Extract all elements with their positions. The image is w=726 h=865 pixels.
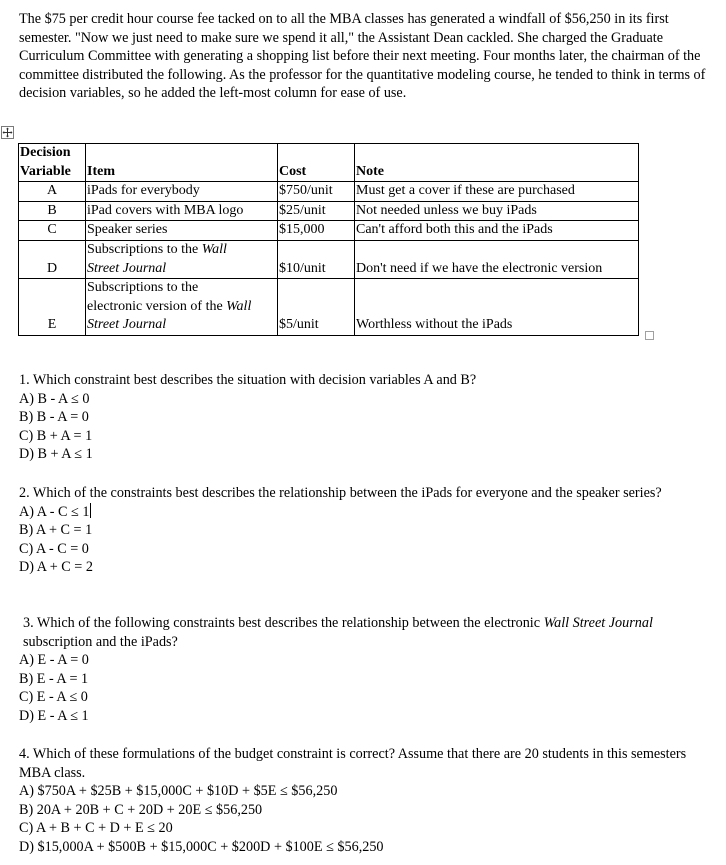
- stem-italic: Wall Street Journal: [543, 615, 653, 631]
- question-stem: 2. Which of the constraints best describes the relationship between the iPads for everyone and the speaker series?: [19, 485, 662, 501]
- cell-var: E: [19, 279, 86, 336]
- answer-option: B) 20A + 20B + C + 20D + 20E ≤ $56,250: [19, 801, 263, 818]
- answer-option: D) $15,000A + $500B + $15,000C + $200D + $100E ≤ $56,250: [19, 838, 384, 855]
- cell-var: D: [19, 240, 86, 278]
- header-note: Note: [355, 144, 639, 182]
- cell-var: B: [19, 201, 86, 221]
- stem-text: subscription and the iPads?: [23, 633, 178, 650]
- cell-item: iPads for everybody: [86, 182, 278, 202]
- answer-option: A) A - C ≤ 1: [19, 503, 90, 520]
- text-cursor: [90, 503, 91, 518]
- answer-option: B) A + C = 1: [19, 522, 93, 539]
- answer-option: B) E - A = 1: [19, 670, 89, 687]
- answer-option: C) A - C = 0: [19, 540, 89, 557]
- question-1: [19, 371, 709, 464]
- stem-text: 3. Which of the following constraints best describes the relationship between the electronic: [23, 615, 544, 631]
- header-var-line1: Decision: [20, 145, 71, 160]
- cell-var: C: [19, 221, 86, 241]
- cell-cost: $25/unit: [278, 201, 355, 221]
- cell-var: A: [19, 182, 86, 202]
- table-row: [19, 182, 639, 202]
- answer-option: D) A + C = 2: [19, 559, 93, 576]
- table-header-row: [19, 144, 639, 182]
- answer-option: A) E - A = 0: [19, 652, 89, 669]
- table-row: [19, 240, 639, 278]
- table-row: [19, 279, 639, 336]
- answer-option: B) B - A = 0: [19, 409, 89, 426]
- question-stem: 4. Which of these formulations of the budget constraint is correct? Assume that there are 20 students in this semesters MBA class.: [19, 746, 687, 781]
- header-cost: Cost: [278, 144, 355, 182]
- header-var-line2: Variable: [20, 163, 71, 179]
- header-item: Item: [86, 144, 278, 182]
- cell-cost: $15,000: [278, 221, 355, 241]
- question-2: [19, 484, 709, 577]
- item-italic: Street Journal: [87, 317, 167, 333]
- question-stem: [23, 614, 693, 651]
- intro-paragraph: The $75 per credit hour course fee tacked on to all the MBA classes has generated a windfall of $56,250 in its first semester. "Now we just need to make sure we spend it all," the Assistant Dean cackled. She charged the Graduate Curriculum Committee with generating a shopping list before their next meeting. Four months later, the chairman of the committee distributed the following. As the professor for the quantitative modeling course, he tended to think in terms of decision variables, so he added the left-most column for ease of use.: [19, 11, 706, 102]
- cell-cost: $10/unit: [278, 240, 355, 278]
- item-text: Subscriptions to the: [87, 280, 199, 296]
- item-text: Subscriptions to the: [87, 241, 202, 257]
- answer-option: A) B - A ≤ 0: [19, 390, 90, 407]
- answer-option: D) B + A ≤ 1: [19, 446, 93, 463]
- decision-variable-table: [18, 143, 639, 336]
- table-row: [19, 201, 639, 221]
- cell-note: Worthless without the iPads: [355, 279, 639, 336]
- item-italic: Street Journal: [87, 260, 167, 276]
- cell-note: Can't afford both this and the iPads: [355, 221, 639, 241]
- answer-option: C) E - A ≤ 0: [19, 689, 88, 706]
- answer-option: C) A + B + C + D + E ≤ 20: [19, 820, 173, 837]
- cell-item: [86, 240, 278, 278]
- cell-item: [86, 279, 278, 336]
- table-row: [19, 221, 639, 241]
- cell-note: Don't need if we have the electronic version: [355, 240, 639, 278]
- cell-item: iPad covers with MBA logo: [86, 201, 278, 221]
- header-decision-variable: [19, 144, 86, 182]
- question-4: [19, 745, 709, 857]
- cell-note: Not needed unless we buy iPads: [355, 201, 639, 221]
- answer-option: C) B + A = 1: [19, 427, 93, 444]
- cell-cost: $5/unit: [278, 279, 355, 336]
- cell-item: Speaker series: [86, 221, 278, 241]
- cell-cost: $750/unit: [278, 182, 355, 202]
- question-3: [19, 614, 693, 726]
- item-italic: Wall: [201, 241, 227, 257]
- item-text: electronic version of the: [87, 298, 227, 314]
- answer-option: A) $750A + $25B + $15,000C + $10D + $5E ≤ $56,250: [19, 783, 338, 800]
- cell-note: Must get a cover if these are purchased: [355, 182, 639, 202]
- table-move-handle-icon[interactable]: [1, 126, 14, 139]
- table-resize-handle-icon[interactable]: [645, 331, 654, 340]
- answer-option: D) E - A ≤ 1: [19, 707, 89, 724]
- answer-option-with-caret[interactable]: [19, 503, 709, 522]
- item-italic: Wall: [226, 298, 252, 314]
- question-stem: 1. Which constraint best describes the situation with decision variables A and B?: [19, 372, 477, 388]
